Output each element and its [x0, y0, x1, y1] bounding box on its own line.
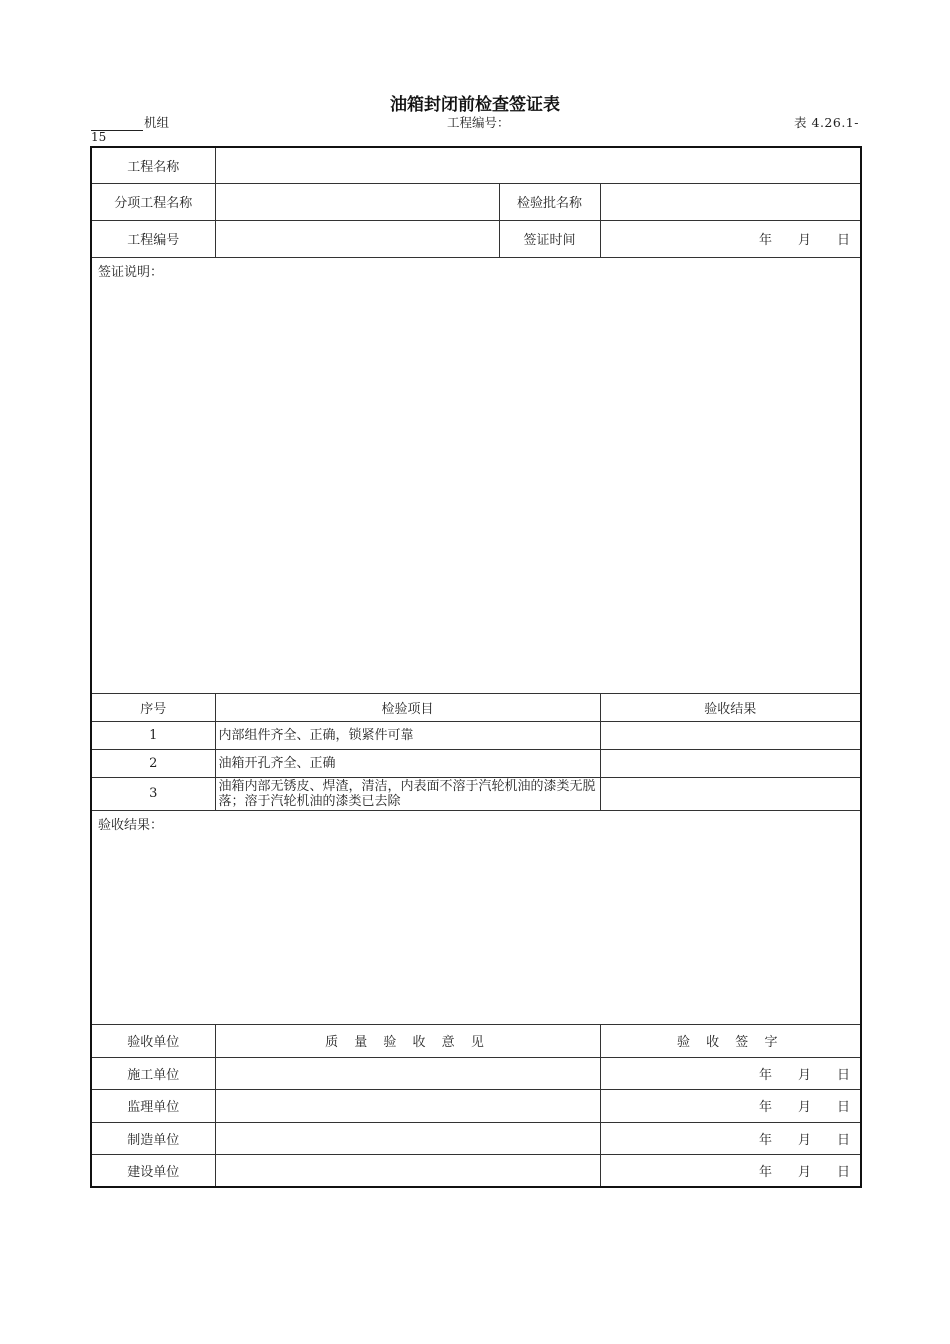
unit-construction: 施工单位 [91, 1057, 215, 1089]
signature-field[interactable] [600, 1154, 861, 1187]
col-header-unit: 验收单位 [91, 1024, 215, 1057]
day-label: 日 [836, 1164, 850, 1180]
row-no: 3 [91, 777, 215, 810]
year-label: 年 [758, 1164, 772, 1180]
sub-project-label: 分项工程名称 [91, 183, 215, 220]
table-row [91, 777, 861, 810]
sign-time-label: 签证时间 [499, 220, 600, 257]
row-result-field[interactable] [600, 721, 861, 749]
row-item: 油箱开孔齐全、正确 [215, 749, 600, 777]
batch-field[interactable] [600, 183, 861, 220]
description-label: 签证说明： [98, 264, 164, 280]
opinion-field[interactable] [215, 1057, 600, 1089]
row-sub-project [91, 183, 861, 220]
col-header-signature: 验 收 签 字 [600, 1024, 861, 1057]
page-title: 油箱封闭前检查签证表 [390, 95, 560, 115]
day-label: 日 [836, 1067, 850, 1083]
opinion-field[interactable] [215, 1154, 600, 1187]
row-item: 油箱内部无锈皮、焊渣，清洁，内表面不溶于汽轮机油的漆类无脱落；溶于汽轮机油的漆类已去除 [215, 777, 600, 810]
table-row [91, 749, 861, 777]
opinion-field[interactable] [215, 1089, 600, 1122]
signoff-row [91, 1154, 861, 1187]
signoff-row [91, 1057, 861, 1089]
row-project-code [91, 220, 861, 257]
month-label: 月 [797, 1164, 811, 1180]
project-name-field[interactable] [215, 147, 861, 183]
row-no: 1 [91, 721, 215, 749]
table-number-continued: 15 [91, 130, 107, 144]
year-label: 年 [758, 233, 772, 248]
unit-blank-field[interactable] [91, 117, 143, 131]
col-header-item: 检验项目 [215, 693, 600, 721]
year-label: 年 [758, 1100, 772, 1115]
acceptance-result-field[interactable] [91, 810, 861, 1024]
project-code-header: 工程编号： [447, 115, 510, 130]
month-label: 月 [797, 1067, 811, 1083]
description-field[interactable] [91, 257, 861, 693]
row-acceptance-result [91, 810, 861, 1024]
inspection-form [90, 146, 862, 1188]
sub-project-field[interactable] [215, 183, 499, 220]
batch-label: 检验批名称 [499, 183, 600, 220]
unit-supervision: 监理单位 [91, 1089, 215, 1122]
signoff-row [91, 1122, 861, 1154]
year-label: 年 [758, 1067, 772, 1083]
project-code-label: 工程编号 [91, 220, 215, 257]
inspection-header-row [91, 693, 861, 721]
opinion-field[interactable] [215, 1122, 600, 1154]
row-item: 内部组件齐全、正确，锁紧件可靠 [215, 721, 600, 749]
col-header-result: 验收结果 [600, 693, 861, 721]
unit-suffix: 机组 [144, 115, 170, 130]
unit-owner: 建设单位 [91, 1154, 215, 1187]
month-label: 月 [797, 1132, 811, 1148]
row-result-field[interactable] [600, 749, 861, 777]
sign-time-field[interactable] [600, 220, 861, 257]
signature-field[interactable] [600, 1089, 861, 1122]
row-description [91, 257, 861, 693]
project-name-label: 工程名称 [91, 147, 215, 183]
day-label: 日 [836, 1100, 850, 1115]
day-label: 日 [836, 233, 850, 248]
project-code-field[interactable] [215, 220, 499, 257]
month-label: 月 [797, 233, 811, 248]
row-no: 2 [91, 749, 215, 777]
col-header-opinion: 质 量 验 收 意 见 [215, 1024, 600, 1057]
table-number: 表 4.26.1- [794, 115, 859, 130]
table-row [91, 721, 861, 749]
signature-field[interactable] [600, 1057, 861, 1089]
month-label: 月 [797, 1100, 811, 1115]
col-header-no: 序号 [91, 693, 215, 721]
year-label: 年 [758, 1132, 772, 1148]
row-result-field[interactable] [600, 777, 861, 810]
signoff-row [91, 1089, 861, 1122]
day-label: 日 [836, 1132, 850, 1148]
unit-label [91, 113, 169, 131]
signoff-header-row [91, 1024, 861, 1057]
row-project-name [91, 147, 861, 183]
signature-field[interactable] [600, 1122, 861, 1154]
unit-manufacturer: 制造单位 [91, 1122, 215, 1154]
acceptance-result-label: 验收结果： [98, 817, 164, 833]
